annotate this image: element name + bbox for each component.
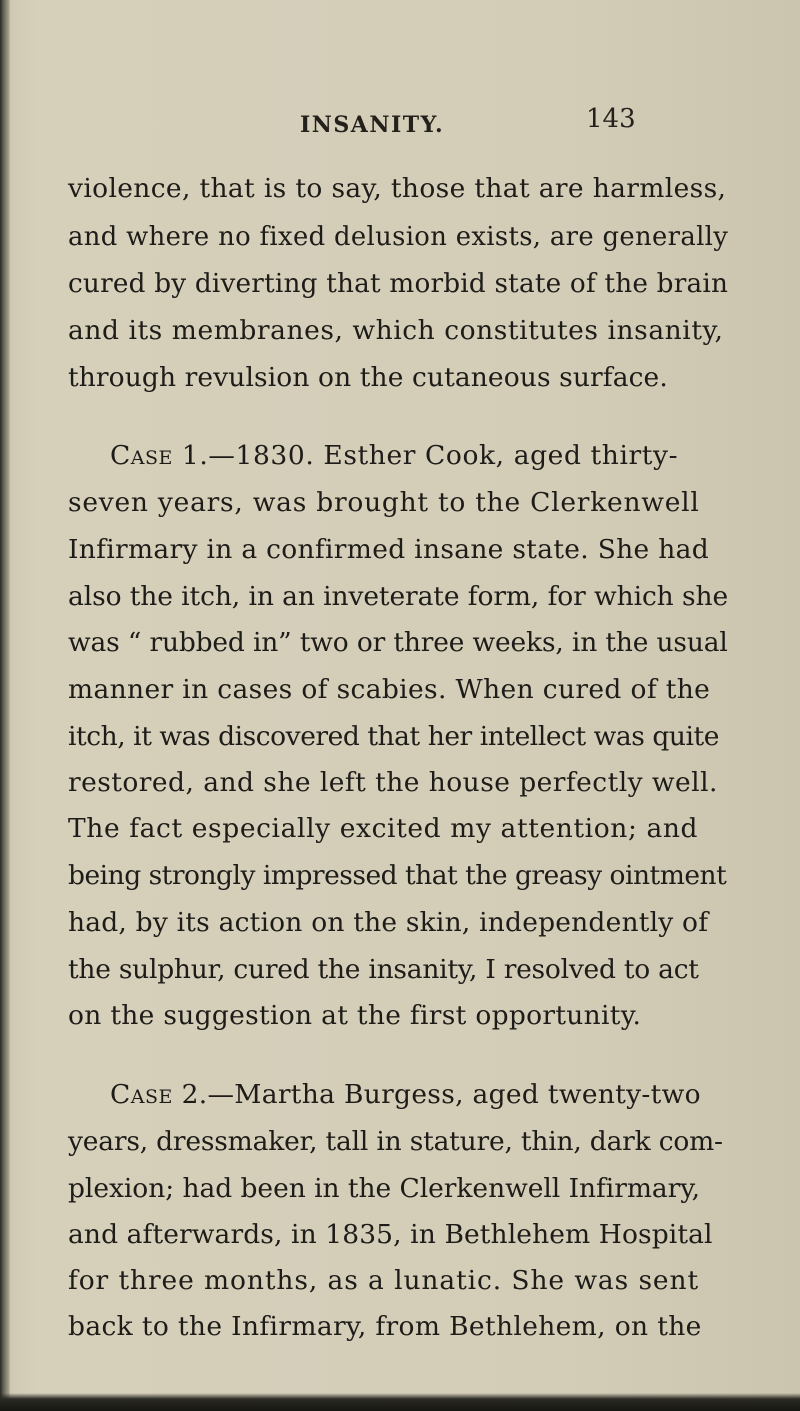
text-line: and afterwards, in 1835, in Bethlehem Hospital — [68, 1219, 713, 1250]
text-line: also the itch, in an inveterate form, for which she — [68, 581, 729, 612]
text-line: plexion; had been in the Clerkenwell Infirmary, — [68, 1173, 701, 1204]
case-heading-text: 1.—1830. Esther Cook, aged thirty- — [181, 440, 679, 471]
text-line: The fact especially excited my attention; and — [68, 813, 699, 844]
text-line: manner in cases of scabies. When cured of the — [68, 674, 711, 705]
text-line: restored, and she left the house perfectly well. — [68, 767, 718, 798]
case-heading-line — [110, 1078, 701, 1112]
running-title: INSANITY. — [300, 112, 445, 138]
case-heading-line — [110, 439, 678, 473]
text-line: the sulphur, cured the insanity, I resolved to act — [68, 954, 699, 985]
page-bottom-edge-shadow — [0, 1393, 800, 1411]
text-line: and where no fixed delusion exists, are generally — [68, 221, 729, 252]
case-label: Case — [110, 440, 173, 471]
text-line: for three months, as a lunatic. She was sent — [68, 1265, 700, 1296]
text-line: itch, it was discovered that her intellect was quite — [68, 721, 719, 752]
text-line: cured by diverting that morbid state of the brain — [68, 268, 729, 299]
text-line: back to the Infirmary, from Bethlehem, on the — [68, 1311, 702, 1342]
text-line: years, dressmaker, tall in stature, thin, dark com- — [68, 1126, 723, 1157]
text-line: being strongly impressed that the greasy ointment — [68, 860, 727, 891]
text-line: was “ rubbed in” two or three weeks, in the usual — [68, 627, 728, 658]
page-number: 143 — [586, 104, 636, 134]
case-heading-text: 2.—Martha Burgess, aged twenty-two — [181, 1079, 701, 1110]
text-line: had, by its action on the skin, independently of — [68, 907, 709, 938]
text-line: on the suggestion at the first opportunity. — [68, 1000, 642, 1031]
text-line: violence, that is to say, those that are harmless, — [68, 173, 727, 204]
text-line: through revulsion on the cutaneous surface. — [68, 362, 668, 393]
text-line: and its membranes, which constitutes insanity, — [68, 315, 724, 346]
text-line: seven years, was brought to the Clerkenwell — [68, 487, 700, 518]
case-label: Case — [110, 1079, 173, 1110]
text-line: Infirmary in a confirmed insane state. She had — [68, 534, 709, 565]
page-gutter-shadow — [0, 0, 10, 1411]
